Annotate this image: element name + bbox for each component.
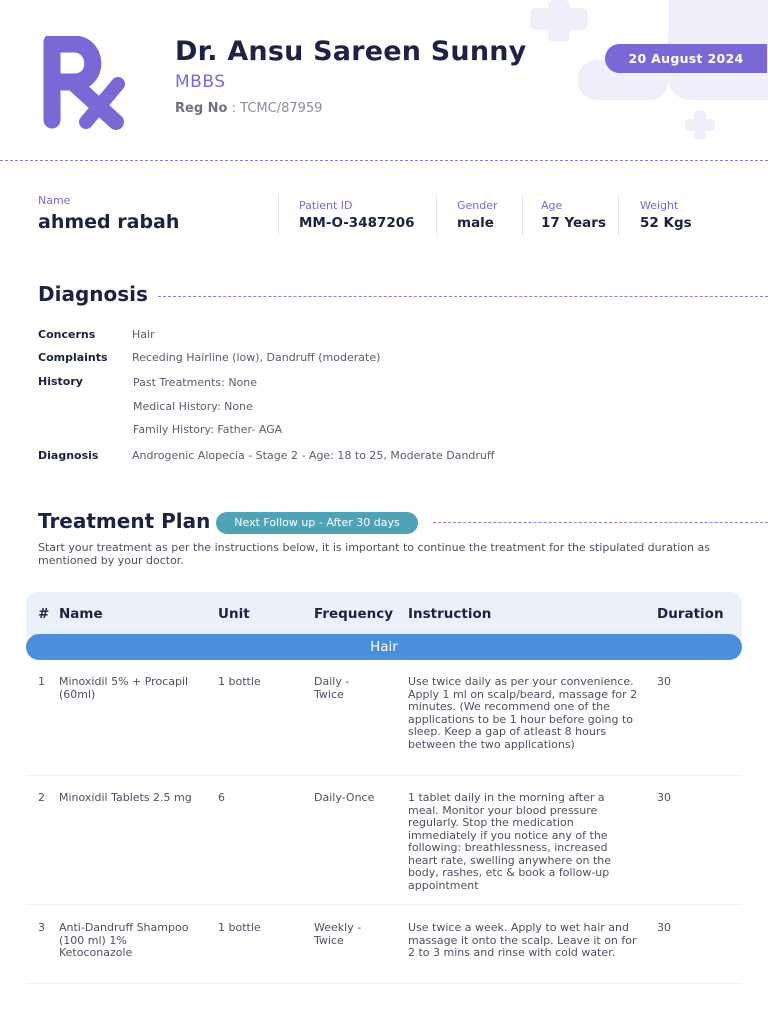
row-frequency: Daily-Once xyxy=(314,791,375,804)
decorative-plus-shape xyxy=(685,119,715,131)
row-separator xyxy=(26,904,742,905)
row-frequency: Weekly - Twice xyxy=(314,921,362,947)
age-value: 17 Years xyxy=(541,215,606,231)
row-unit: 1 bottle xyxy=(218,921,261,934)
row-num: 2 xyxy=(38,791,45,804)
row-separator xyxy=(26,775,742,776)
patient-id: MM-O-3487206 xyxy=(299,215,415,231)
doctor-name: Dr. Ansu Sareen Sunny xyxy=(175,36,527,67)
reg-separator: : xyxy=(227,101,241,116)
gender-label: Gender xyxy=(457,199,498,212)
row-duration: 30 xyxy=(657,791,671,804)
diagnosis-divider xyxy=(158,296,768,297)
date-badge: 20 August 2024 xyxy=(605,44,767,73)
row-instruction: Use twice a week. Apply to wet hair and massage it onto the scalp. Leave it on for 2 to 3 mins and rinse with cold water. xyxy=(408,921,637,959)
reg-value: TCMC/87959 xyxy=(240,101,323,116)
row-duration: 30 xyxy=(657,921,671,934)
complaints-value: Receding Hairline (low), Dandruff (moderate) xyxy=(132,351,381,364)
doctor-degree: MBBS xyxy=(175,72,226,92)
patient-name: ahmed rabah xyxy=(38,211,180,233)
patient-id-label: Patient ID xyxy=(299,199,353,212)
row-unit: 1 bottle xyxy=(218,675,261,688)
col-header-instruction: Instruction xyxy=(408,606,492,622)
divider xyxy=(618,195,619,235)
row-duration: 30 xyxy=(657,675,671,688)
treatment-divider xyxy=(433,522,768,523)
diagnosis-title: Diagnosis xyxy=(38,282,148,306)
weight-label: Weight xyxy=(640,199,679,212)
col-header-name: Name xyxy=(59,606,103,622)
concerns-label: Concerns xyxy=(38,328,96,341)
divider xyxy=(436,195,437,235)
followup-badge: Next Follow up - After 30 days xyxy=(216,512,418,534)
weight-value: 52 Kgs xyxy=(640,215,692,231)
history-label: History xyxy=(38,375,83,388)
row-name: Minoxidil 5% + Procapil (60ml) xyxy=(59,675,189,701)
age-label: Age xyxy=(541,199,563,212)
history-item: Past Treatments: None xyxy=(133,376,258,389)
complaints-label: Complaints xyxy=(38,351,108,364)
row-name: Anti-Dandruff Shampoo (100 ml) 1% Ketoconazole xyxy=(59,921,189,959)
col-header-unit: Unit xyxy=(218,606,250,622)
divider xyxy=(522,195,523,235)
row-unit: 6 xyxy=(218,791,225,804)
col-header-duration: Duration xyxy=(657,606,724,622)
group-header-hair: Hair xyxy=(26,634,742,660)
row-separator xyxy=(26,983,742,984)
row-frequency: Daily - Twice xyxy=(314,675,350,701)
col-header-num: # xyxy=(38,606,50,622)
header-divider xyxy=(0,160,768,161)
divider xyxy=(278,195,279,235)
registration-number xyxy=(175,101,322,116)
decorative-plus-shape xyxy=(530,8,588,30)
history-item: Medical History: None xyxy=(133,400,253,413)
row-instruction: 1 tablet daily in the morning after a meal. Monitor your blood pressure regularly. Stop the medication immediately if you notice any of the following: breathlessness, increased heart rate, swelling anywhere on the body, rashes, etc & book a follow-up appointment xyxy=(408,791,612,892)
row-instruction: Use twice daily as per your convenience. Apply 1 ml on scalp/beard, massage for 2 minutes. (We recommend one of the applications to be 1 hour before going to sleep. Keep a gap of atleast 8 hours between the two applications) xyxy=(408,675,638,751)
diagnosis-label: Diagnosis xyxy=(38,449,99,462)
diagnosis-value: Androgenic Alopecia - Stage 2 - Age: 18 to 25, Moderate Dandruff xyxy=(132,449,495,462)
patient-name-label: Name xyxy=(38,194,71,207)
treatment-intro: Start your treatment as per the instructions below, it is important to continue the treatment for the stipulated duration as mentioned by your doctor. xyxy=(38,541,710,567)
row-num: 1 xyxy=(38,675,45,688)
concerns-value: Hair xyxy=(132,328,155,341)
reg-label: Reg No xyxy=(175,101,228,116)
row-name: Minoxidil Tablets 2.5 mg xyxy=(59,791,192,804)
gender-value: male xyxy=(457,215,494,231)
rx-logo-icon xyxy=(36,36,128,132)
col-header-frequency: Frequency xyxy=(314,606,394,622)
row-num: 3 xyxy=(38,921,45,934)
history-item: Family History: Father- AGA xyxy=(133,423,283,436)
treatment-plan-title: Treatment Plan xyxy=(38,509,211,533)
